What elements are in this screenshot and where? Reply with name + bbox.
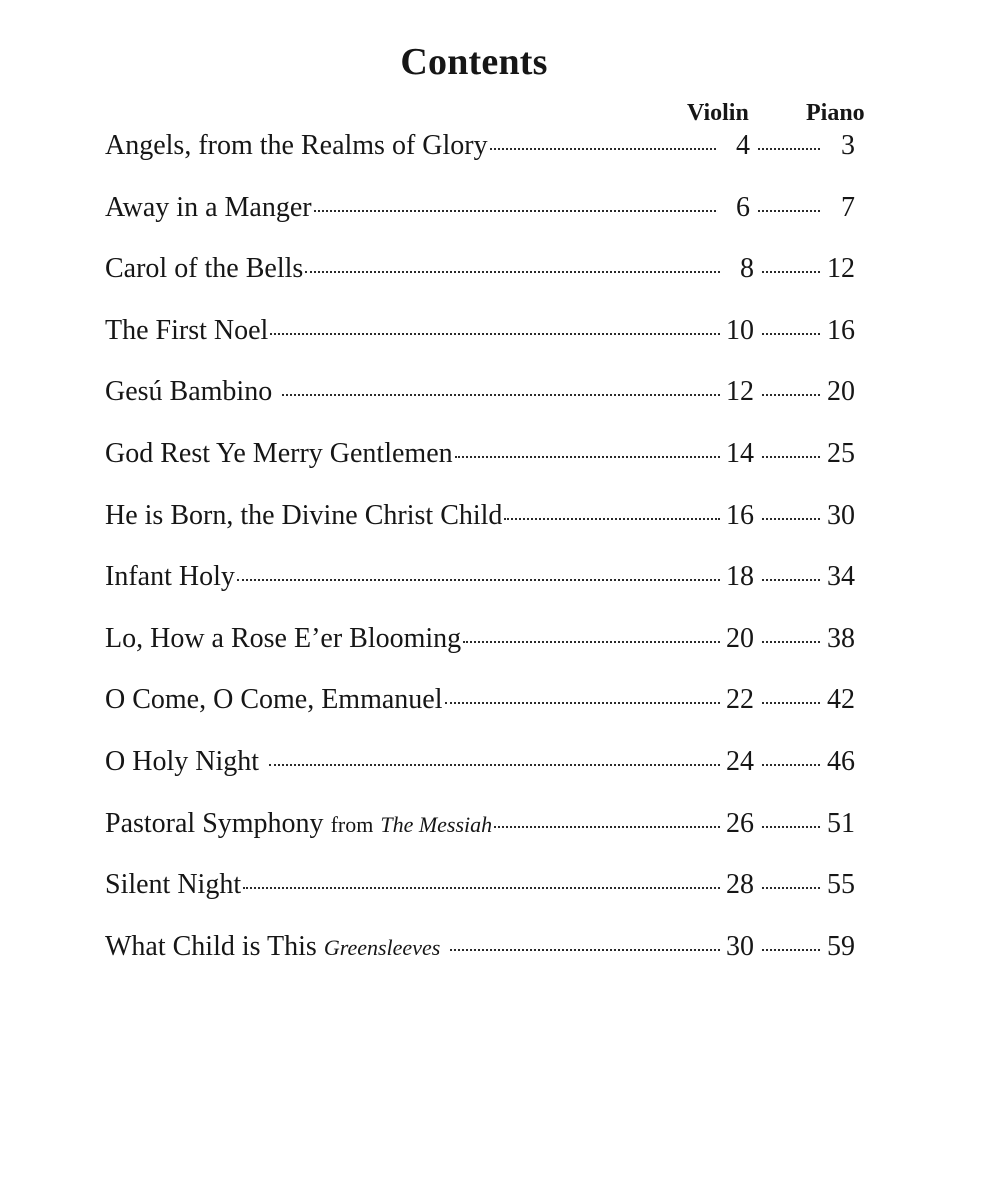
dot-leader: [762, 826, 820, 828]
table-of-contents: [105, 130, 855, 992]
dot-leader: [305, 271, 720, 273]
toc-entry: [105, 192, 855, 254]
violin-page: 6: [736, 191, 750, 223]
song-title: Lo, How a Rose E’er Blooming: [105, 622, 462, 654]
dot-leader: [762, 518, 820, 520]
page-title: Contents: [400, 41, 548, 83]
piano-page: 51: [827, 807, 855, 839]
song-subtitle: Greensleeves: [323, 934, 441, 960]
violin-page: 10: [726, 314, 754, 346]
toc-entry: [105, 500, 855, 562]
song-source-prefix: from: [330, 811, 374, 837]
dot-leader: [762, 579, 820, 581]
song-title: Carol of the Bells: [105, 253, 304, 285]
dot-leader: [243, 887, 720, 889]
piano-page: 20: [827, 376, 855, 408]
toc-entry: [105, 130, 855, 192]
dot-leader: [463, 641, 720, 643]
song-title: [105, 808, 492, 840]
song-title: He is Born, the Divine Christ Child: [105, 499, 503, 531]
song-title: Gesú Bambino: [105, 376, 273, 408]
piano-page: 30: [827, 499, 855, 531]
violin-page: 14: [726, 437, 754, 469]
piano-page: 38: [827, 622, 855, 654]
violin-page: 24: [726, 745, 754, 777]
dot-leader: [314, 210, 716, 212]
dot-leader: [269, 764, 720, 766]
dot-leader: [490, 148, 716, 150]
toc-entry: [105, 623, 855, 685]
piano-page: 7: [841, 191, 855, 223]
dot-leader: [758, 210, 820, 212]
violin-page: 8: [740, 253, 754, 285]
dot-leader: [762, 887, 820, 889]
toc-entry: [105, 438, 855, 500]
dot-leader: [455, 456, 720, 458]
dot-leader: [445, 702, 720, 704]
piano-page: 12: [827, 253, 855, 285]
dot-leader: [504, 518, 720, 520]
piano-page: 46: [827, 745, 855, 777]
violin-page: 28: [726, 869, 754, 901]
toc-entry: [105, 931, 855, 993]
song-title-main: What Child is This: [105, 930, 317, 962]
song-title: The First Noel: [105, 314, 269, 346]
toc-entry: [105, 808, 855, 870]
song-title: Infant Holy: [105, 561, 235, 593]
song-title: Angels, from the Realms of Glory: [105, 130, 488, 161]
song-title: [105, 931, 440, 963]
dot-leader: [758, 148, 820, 150]
toc-entry: [105, 684, 855, 746]
violin-page: 16: [726, 499, 754, 531]
dot-leader: [762, 949, 820, 951]
violin-column-header: Violin: [687, 100, 749, 126]
piano-page: 16: [827, 314, 855, 346]
dot-leader: [762, 394, 820, 396]
dot-leader: [762, 641, 820, 643]
violin-page: 12: [726, 376, 754, 408]
piano-column-header: Piano: [806, 100, 865, 126]
dot-leader: [237, 579, 720, 581]
dot-leader: [762, 764, 820, 766]
dot-leader: [762, 702, 820, 704]
song-title: O Holy Night: [105, 745, 259, 777]
toc-entry: [105, 561, 855, 623]
toc-entry: [105, 376, 855, 438]
dot-leader: [762, 456, 820, 458]
violin-page: 26: [726, 807, 754, 839]
toc-entry: [105, 253, 855, 315]
song-title: Away in a Manger: [105, 191, 312, 223]
violin-page: 22: [726, 684, 754, 716]
song-title: Silent Night: [105, 869, 242, 901]
song-title: O Come, O Come, Emmanuel: [105, 684, 443, 716]
toc-entry: [105, 315, 855, 377]
violin-page: 4: [736, 130, 750, 161]
toc-entry: [105, 746, 855, 808]
piano-page: 59: [827, 930, 855, 962]
piano-page: 42: [827, 684, 855, 716]
dot-leader: [494, 826, 720, 828]
dot-leader: [282, 394, 720, 396]
violin-page: 18: [726, 561, 754, 593]
violin-page: 20: [726, 622, 754, 654]
piano-page: 3: [841, 130, 855, 161]
song-title-main: Pastoral Symphony: [105, 807, 324, 839]
song-title: God Rest Ye Merry Gentlemen: [105, 437, 453, 469]
dot-leader: [762, 271, 820, 273]
violin-page: 30: [726, 930, 754, 962]
piano-page: 25: [827, 437, 855, 469]
dot-leader: [450, 949, 720, 951]
song-source: The Messiah: [380, 811, 493, 837]
piano-page: 34: [827, 561, 855, 593]
dot-leader: [762, 333, 820, 335]
dot-leader: [270, 333, 720, 335]
piano-page: 55: [827, 869, 855, 901]
toc-entry: [105, 869, 855, 931]
